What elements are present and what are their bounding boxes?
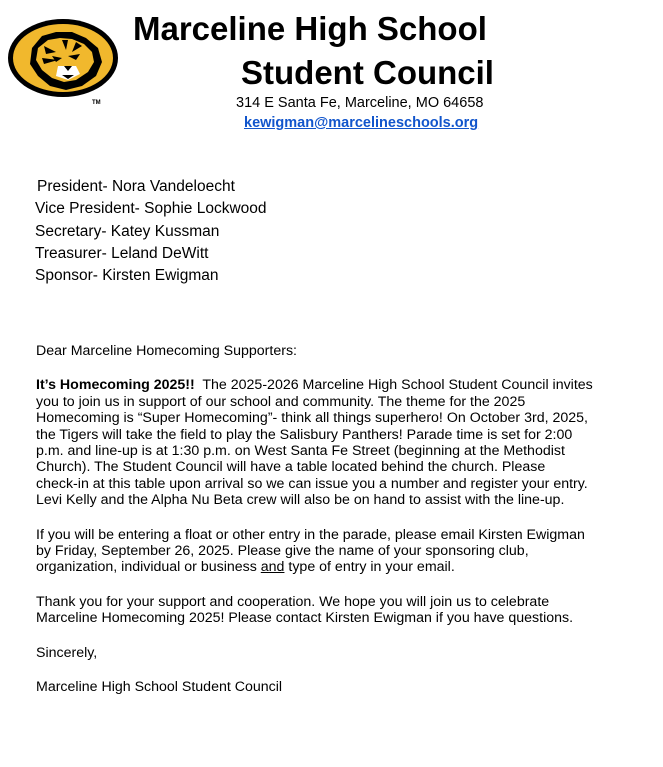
school-address: 314 E Santa Fe, Marceline, MO 64658: [236, 95, 484, 111]
p2-line: organization, individual or business: [36, 559, 261, 576]
officer-president: President- Nora Vandeloecht: [37, 178, 235, 195]
p3-line: Thank you for your support and cooperation. We hope you will join us to celebrate: [36, 593, 550, 610]
underlined-and: and: [260, 559, 285, 576]
letter-signature: Marceline High School Student Council: [36, 679, 283, 696]
letter-body: [36, 343, 626, 696]
officer-vice-president: Vice President- Sophie Lockwood: [35, 200, 267, 218]
letter-paragraph-2: [36, 527, 626, 576]
p1-line: Levi Kelly and the Alpha Nu Beta crew will also be on hand to assist with the line-up.: [36, 492, 565, 509]
p2-line: by Friday, September 26, 2025. Please give the name of your sponsoring club,: [36, 543, 529, 560]
trademark-mark: TM: [92, 100, 101, 106]
p1-line: p.m. and line-up is at 1:30 p.m. on West Santa Fe Street (beginning at the Methodist: [36, 443, 565, 460]
officer-treasurer: Treasurer- Leland DeWitt: [35, 244, 209, 262]
p1-line: The 2025-2026 Marceline High School Student Council invites: [202, 377, 593, 394]
council-title: Student Council: [241, 54, 494, 91]
officer-sponsor: Sponsor- Kirsten Ewigman: [35, 267, 219, 285]
p1-line: Church). The Student Council will have a table located behind the church. Please: [36, 459, 546, 476]
p1-line: you to join us in support of our school and community. The theme for the 2025: [36, 393, 526, 410]
school-logo: [6, 18, 124, 110]
p1-line: the Tigers will take the field to play the Salisbury Panthers! Parade time is set for 2:00: [36, 426, 573, 443]
school-name-title: Marceline High School: [133, 10, 487, 47]
p3-line: Marceline Homecoming 2025! Please contact Kirsten Ewigman if you have questions.: [36, 610, 574, 627]
tiger-mascot-icon: [6, 18, 124, 110]
p1-line: check-in at this table upon arrival so we can issue you a number and register your entry.: [36, 475, 588, 492]
email-link[interactable]: kewigman@marcelineschools.org: [244, 115, 479, 131]
officer-secretary: Secretary- Katey Kussman: [35, 222, 220, 240]
p2-line: If you will be entering a float or other entry in the parade, please email Kirsten Ewigman: [36, 526, 585, 543]
homecoming-headline: It’s Homecoming 2025!!: [36, 377, 195, 394]
letter-greeting: Dear Marceline Homecoming Supporters:: [36, 343, 298, 359]
p2-line: type of entry in your email.: [284, 559, 455, 576]
officer-list: [35, 176, 267, 287]
letter-paragraph-1: [36, 377, 626, 508]
letter-paragraph-3: [36, 594, 626, 627]
letter-closing: Sincerely,: [36, 644, 98, 661]
p1-line: Homecoming is “Super Homecoming”- think all things superhero! On October 3rd, 2025,: [36, 410, 588, 427]
